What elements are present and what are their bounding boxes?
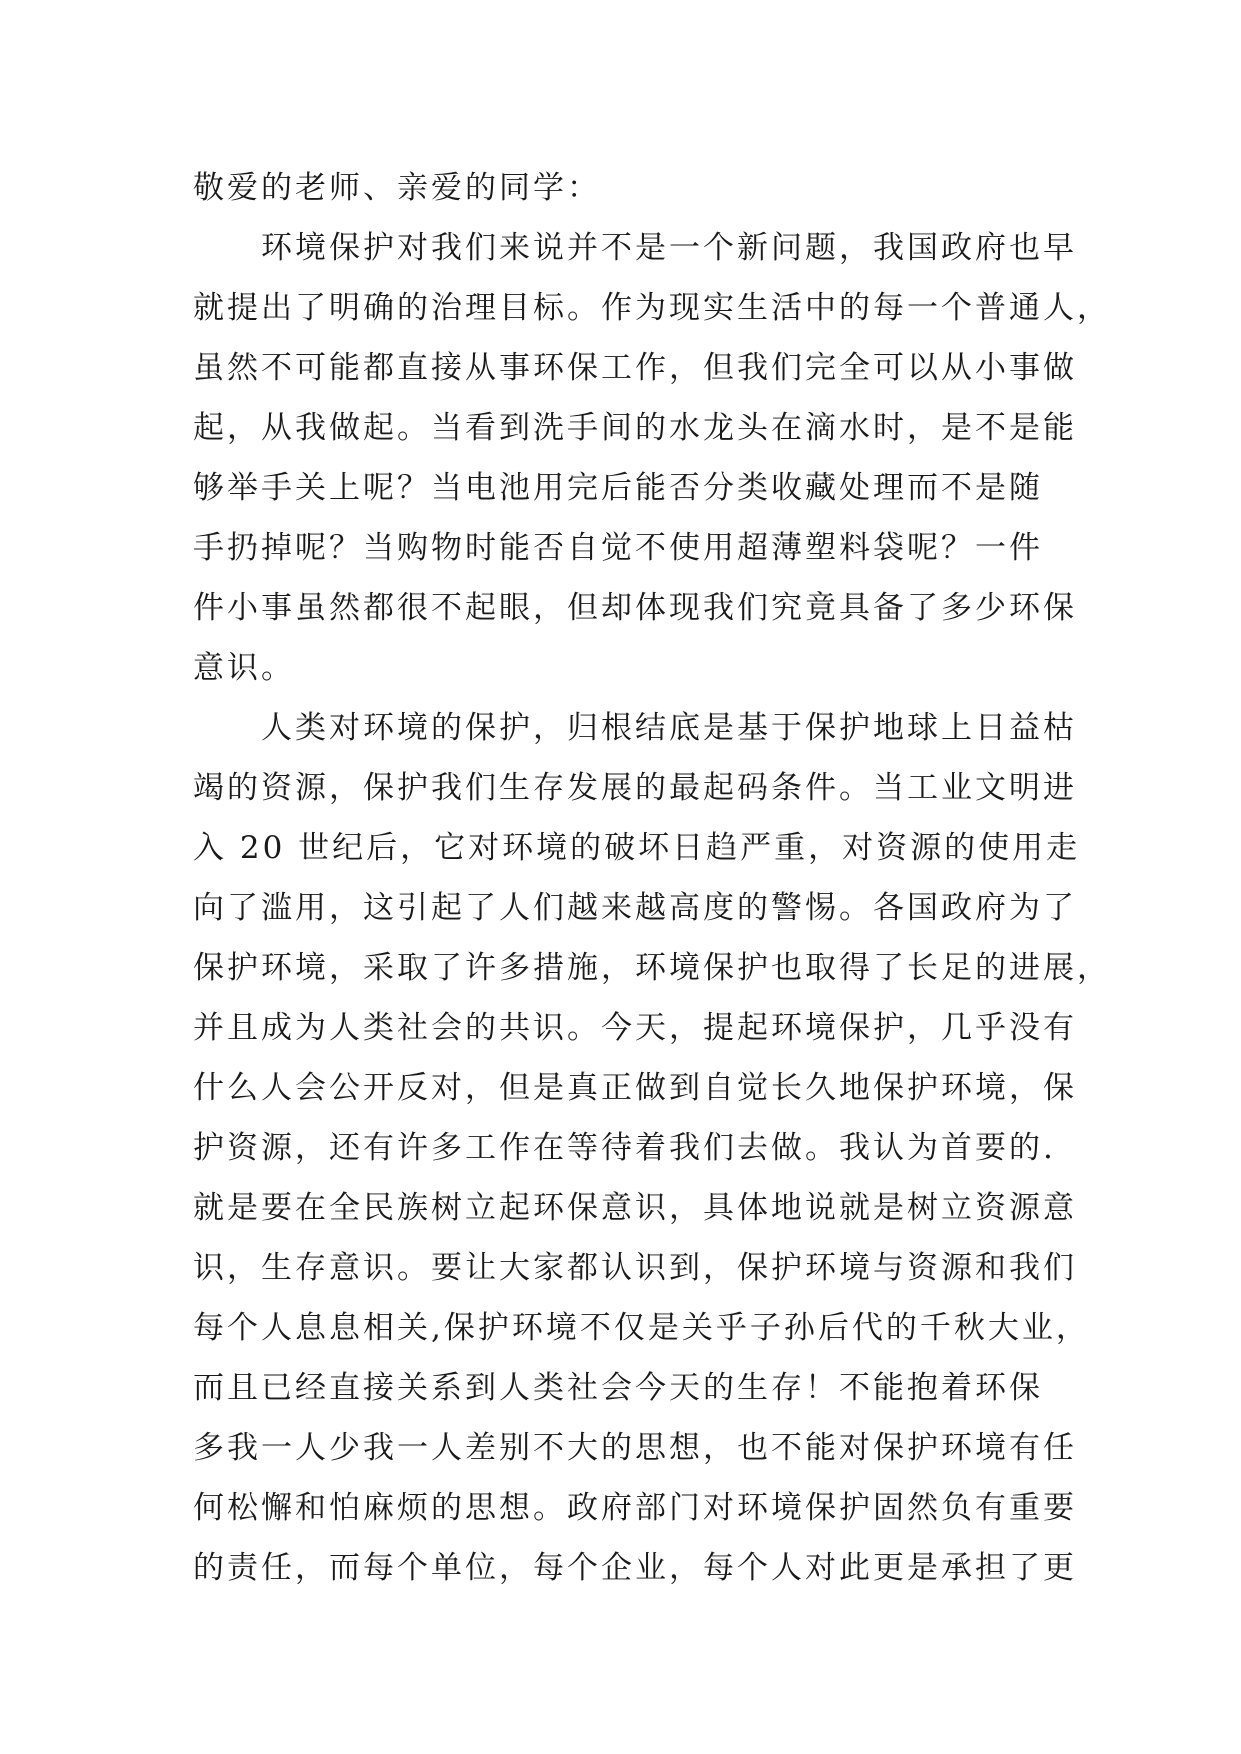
text-line: 何松懈和怕麻烦的思想。政府部门对环境保护固然负有重要 xyxy=(193,1490,1077,1526)
text-line: 多我一人少我一人差别不大的思想，也不能对保护环境有任 xyxy=(193,1430,1077,1466)
text-line: 每个人息息相关,保护环境不仅是关乎子孙后代的千秋大业， xyxy=(193,1310,1090,1346)
text-line: 向了滥用，这引起了人们越来越高度的警惕。各国政府为了 xyxy=(193,890,1077,926)
text-line: 够举手关上呢？当电池用完后能否分类收藏处理而不是随 xyxy=(193,470,1043,506)
text-line: 护资源，还有许多工作在等待着我们去做。我认为首要的. xyxy=(193,1130,1056,1166)
text-line: 识，生存意识。要让大家都认识到，保护环境与资源和我们 xyxy=(193,1250,1077,1286)
salutation-line: 敬爱的老师、亲爱的同学： xyxy=(193,170,601,206)
text-line: 意识。 xyxy=(193,650,295,686)
text-line: 保护环境，采取了许多措施，环境保护也取得了长足的进展， xyxy=(193,950,1111,986)
text-line: 竭的资源，保护我们生存发展的最起码条件。当工业文明进 xyxy=(193,770,1077,806)
text-line: 就提出了明确的治理目标。作为现实生活中的每一个普通人， xyxy=(193,290,1111,326)
text-line: 起，从我做起。当看到洗手间的水龙头在滴水时，是不是能 xyxy=(193,410,1077,446)
text-line: 虽然不可能都直接从事环保工作，但我们完全可以从小事做 xyxy=(193,350,1077,386)
text-line: 并且成为人类社会的共识。今天，提起环境保护，几乎没有 xyxy=(193,1010,1077,1046)
text-line: 环境保护对我们来说并不是一个新问题，我国政府也早 xyxy=(193,230,1077,266)
text-line: 件小事虽然都很不起眼，但却体现我们究竟具备了多少环保 xyxy=(193,590,1077,626)
text-line: 就是要在全民族树立起环保意识，具体地说就是树立资源意 xyxy=(193,1190,1077,1226)
text-line: 的责任，而每个单位，每个企业，每个人对此更是承担了更 xyxy=(193,1550,1077,1586)
text-line: 入 20 世纪后，它对环境的破坏日趋严重，对资源的使用走 xyxy=(193,830,1081,866)
speech-text xyxy=(193,158,1111,1598)
text-line: 什么人会公开反对，但是真正做到自觉长久地保护环境，保 xyxy=(193,1070,1077,1106)
text-line: 而且已经直接关系到人类社会今天的生存！不能抱着环保 xyxy=(193,1370,1043,1406)
text-line: 人类对环境的保护，归根结底是基于保护地球上日益枯 xyxy=(193,710,1077,746)
text-line: 手扔掉呢？当购物时能否自觉不使用超薄塑料袋呢？一件 xyxy=(193,530,1043,566)
